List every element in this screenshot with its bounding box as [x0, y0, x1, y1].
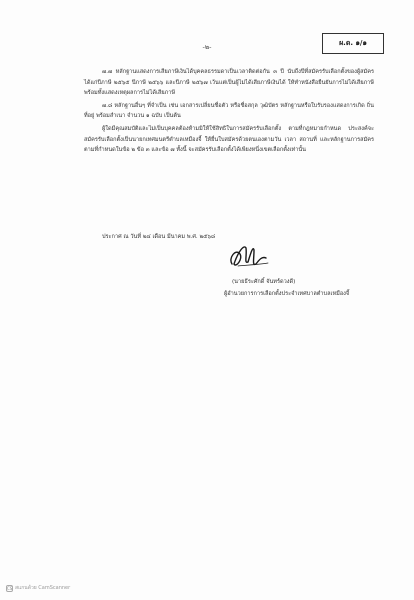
paragraph-7-7: ๗.๗ หลักฐานแสดงการเสียภาษีเงินได้บุคคลธรรมดาเป็นเวลาติดต่อกัน ๓ ปี นับถึงปีที่สมัครรับเลือกตั้งของผู้สมัคร ได้แก่ปีภาษี ๒๕๖๕ ปีภาษี ๒๕๖๖ และปีภาษี ๒๕๖๗ เว้นแต่เป็นผู้ไม่ได้เสียภาษีเงินได้ ให้ทำหนังสือยืนยันการไม่ได้เสียภาษีพร้อมทั้งแสดงเหตุผลการไม่ได้เสียภาษี: [84, 69, 374, 97]
paragraph-7-8: ๗.๘ หลักฐานอื่นๆ ที่จำเป็น เช่น เอกสารเปลี่ยนชื่อตัว หรือชื่อสกุล วุฒิบัตร หลักฐานหรือใบรับรองแสดงการเกิด ถิ่นที่อยู่ พร้อมสำเนา จำนวน ๑ ฉบับ เป็นต้น: [84, 102, 374, 120]
announcement-date: ประกาศ ณ วันที่ ๒๔ เดือน มีนาคม พ.ศ. ๒๕๖๘: [102, 234, 216, 240]
signer-title: ผู้อำนวยการการเลือกตั้งประจำเทศบาลตำบลเหมืองจี้: [224, 291, 350, 297]
scanner-watermark: [6, 584, 70, 592]
form-code-box: [322, 33, 384, 54]
signer-name: (นายธีระศักดิ์ จันทร์ดวงดี): [232, 279, 296, 285]
document-body: [84, 67, 374, 156]
page-number: -๒-: [202, 43, 212, 51]
scanner-label: สแกนด้วย CamScanner: [15, 585, 71, 591]
signature-icon: [226, 238, 272, 274]
paragraph-eligibility: ผู้ใดมีคุณสมบัติและไม่เป็นบุคคลต้องห้ามมิให้ใช้สิทธิในการสมัครรับเลือกตั้ง ตามที่กฎหมายกำหนด ประสงค์จะสมัครรับเลือกตั้งเป็นนายกเทศมนตรีตำบลเหมืองจี้ ให้ยื่นใบสมัครด้วยตนเองตามวัน เวลา สถานที่ และหลักฐานการสมัครตามที่กำหนดในข้อ ๒ ข้อ ๓ และข้อ ๗ ทั้งนี้ จะสมัครรับเลือกตั้งได้เพียงหนึ่งเขตเลือกตั้งเท่านั้น: [84, 125, 374, 154]
form-code: ผ.ด. ๑/๑: [339, 39, 367, 47]
camscanner-icon: CS: [7, 585, 13, 591]
